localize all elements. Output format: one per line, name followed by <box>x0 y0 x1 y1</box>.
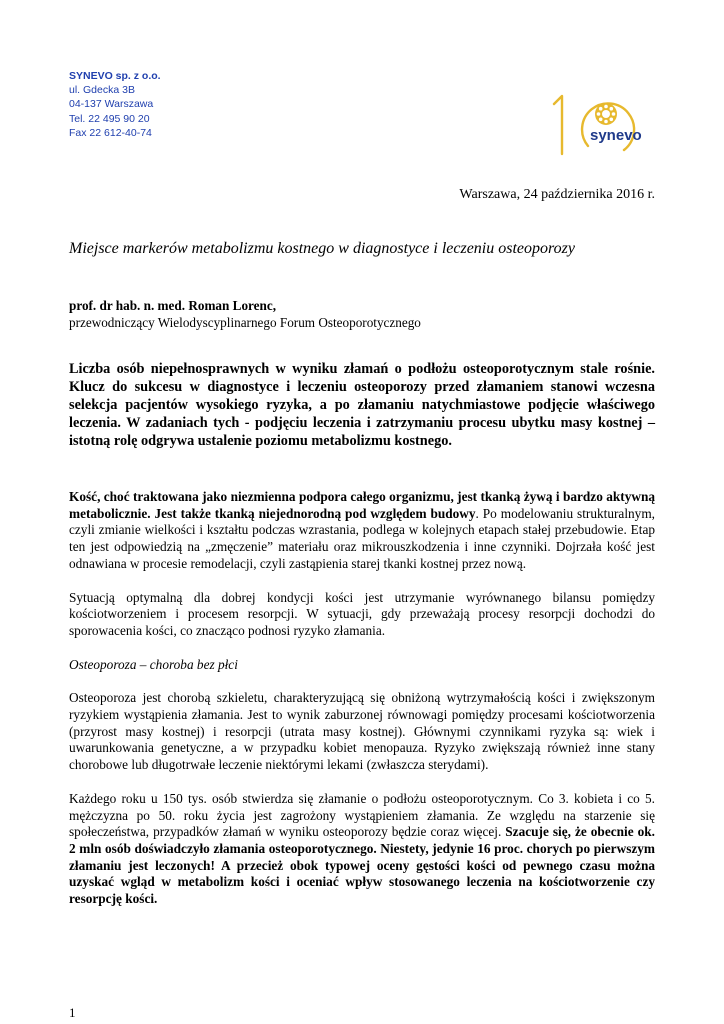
company-phone: Tel. 22 495 90 20 <box>69 112 150 125</box>
letterhead <box>69 69 161 140</box>
letter-date: Warszawa, 24 października 2016 r. <box>459 187 655 202</box>
author-block <box>69 297 421 331</box>
paragraph-3: Osteoporoza jest chorobą szkieletu, charakteryzującą się obniżoną wytrzymałością kości i zwiększonym ryzykiem wystąpienia złamania. Jest to wynik zaburzonej równowagi pomiędzy procesami kościotworzenia (przyrost masy kostnej) i resorpcji (utrata masy kostnej). Głównymi czynnikami ryzyka są: wiek i uwarunkowania genetyczne, a w przypadku kobiet menopauza. Ryzyko zwiększają również inne stany chorobowe lub długotrwałe leczenie niektórymi lekami (zwłaszcza sterydami). <box>69 690 655 773</box>
paragraph-4-normal: Każdego roku u 150 tys. osób stwierdza się złamanie o podłożu osteoporotycznym. Co 3. kobieta i co 5. mężczyzna po 50. roku życia jest zagrożony wystąpieniem złamania. Ze względu na starzenie się społeczeństwa, przypadków złamań w wyniku osteoporozy będzie coraz więcej. <box>69 790 655 840</box>
synevo-10-logo <box>548 84 644 160</box>
document-title: Miejsce markerów metabolizmu kostnego w diagnostyce i leczeniu osteoporozy <box>69 240 575 257</box>
company-name: SYNEVO sp. z o.o. <box>69 70 161 82</box>
logo-flower-icon <box>595 103 617 125</box>
company-fax: Fax 22 612-40-74 <box>69 126 152 139</box>
paragraph-1-rest: . Po modelowaniu strukturalnym, czyli zmianie wielkości i kształtu podczas wzrastania, podlega w kolejnych etapach stałej przebudowie. Etap ten jest odpowiedzią na „zmęczenie” materiału oraz mikrouszkodzenia i inne czynniki. Dojrzała kość jest odnawiana w procesie remodelacji, czyli zastąpienia starej tkanki kostnej przez nową. <box>69 505 655 571</box>
paragraph-4-bold: Szacuje się, że obecnie ok. 2 mln osób doświadczyło złamania osteoporotycznego. Niestety, jedynie 16 proc. chorych po pierwszym złamaniu jest leczonych! A przecież obok typowej oceny gęstości kości od pewnego czasu można uzyskać wgląd w metabolizm kości i oceniać wpływ stosowanego leczenia na kościotworzenie czy resorpcję kości. <box>69 824 655 907</box>
logo-one-stroke <box>554 96 562 154</box>
lead-paragraph: Liczba osób niepełnosprawnych w wyniku złamań o podłożu osteoporotycznym stale rośnie. Klucz do sukcesu w diagnostyce i leczeniu osteoporozy przed złamaniem stanowi wczesna selekcja pacjentów wysokiego ryzyka, a po złamaniu natychmiastowe podjęcie właściwego leczenia. W zadaniach tych - podjęciu leczenia i zatrzymaniu procesu ubytku masy kostnej – istotną rolę odgrywa ustalenie poziomu metabolizmu kostnego. <box>69 361 655 449</box>
logo-brand-text: synevo <box>590 127 642 144</box>
company-street: ul. Gdecka 3B <box>69 84 135 97</box>
company-city: 04-137 Warszawa <box>69 98 154 111</box>
paragraph-4 <box>69 791 655 908</box>
section-subheading: Osteoporoza – choroba bez płci <box>69 656 238 672</box>
paragraph-1 <box>69 489 655 573</box>
page-number: 1 <box>69 1005 76 1020</box>
paragraph-1-bold: Kość, choć traktowana jako niezmienna podpora całego organizmu, jest tkanką żywą i bardzo aktywną metabolicznie. Jest także tkanką niejednorodną pod względem budowy <box>69 489 655 521</box>
article-body <box>69 489 655 925</box>
author-role: przewodniczący Wielodyscyplinarnego Forum Osteoporotycznego <box>69 315 421 330</box>
author-name: prof. dr hab. n. med. Roman Lorenc, <box>69 298 276 313</box>
paragraph-2: Sytuacją optymalną dla dobrej kondycji kości jest utrzymanie wyrównanego bilansu pomiędzy kościotworzeniem i procesem resorpcji. W sytuacji, gdy przeważają procesy resorpcji dochodzi do sporowacenia kości, co znacząco podnosi ryzyko złamania. <box>69 589 655 638</box>
